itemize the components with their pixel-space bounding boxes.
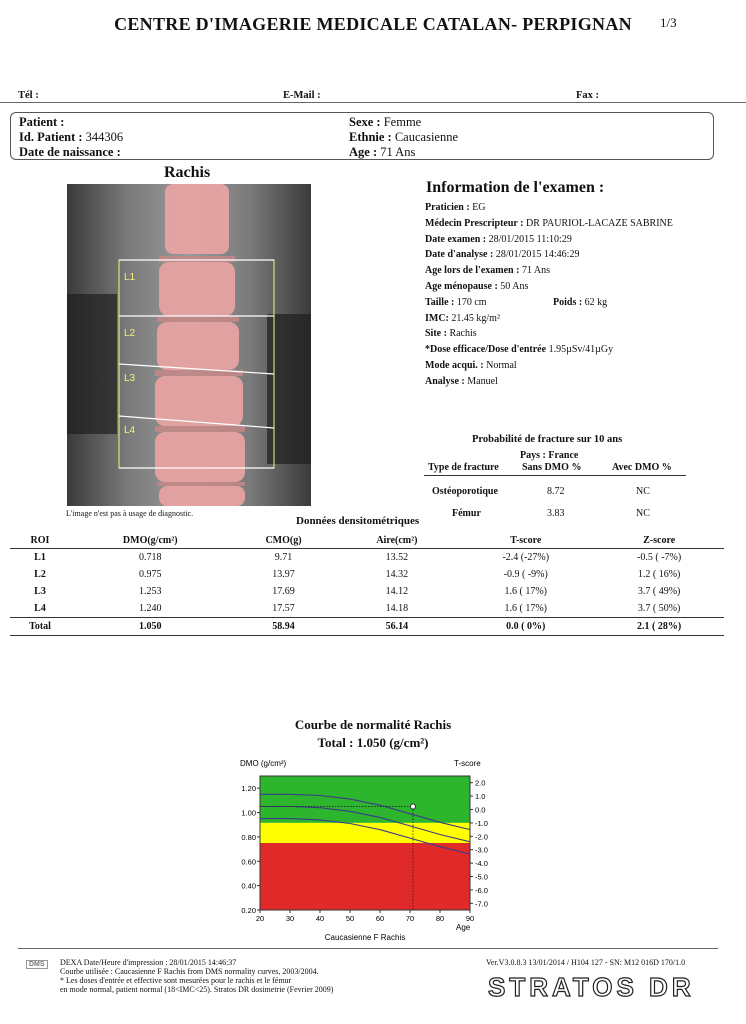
ethnie-label: Ethnie : xyxy=(349,130,392,144)
age-label: Age : xyxy=(349,145,378,159)
table-row: L2 0.975 13.97 14.32 -0.9 ( -9%) 1.2 ( 16%) xyxy=(34,569,681,580)
fracture-sans: 3.83 xyxy=(547,508,565,519)
col-aire: Aire(cm²) xyxy=(337,533,458,549)
patient-id-label: Id. Patient : xyxy=(19,130,83,144)
fracture-avec: NC xyxy=(636,508,650,519)
y2-tick-label: -6.0 xyxy=(475,885,488,895)
x-axis-label: Age xyxy=(456,923,471,932)
exam-row: Mode acqui. : Normal xyxy=(425,359,517,371)
exam-row: Taille : 170 cm Poids : 62 kg xyxy=(425,296,608,308)
col-zscore: Z-score xyxy=(594,533,724,549)
scan-note: L'image n'est pas à usage de diagnostic. xyxy=(66,509,194,518)
zone-osteopenie xyxy=(260,823,470,843)
sex-label: Sexe : xyxy=(349,115,381,129)
y2-tick-label: -3.0 xyxy=(475,845,488,855)
scan-title: Rachis xyxy=(164,164,211,181)
email-label: E-Mail : xyxy=(283,90,321,101)
y-tick-label: 0.80 xyxy=(241,832,256,842)
exam-row: Date d'analyse : 28/01/2015 14:46:29 xyxy=(425,249,580,261)
zone-normal xyxy=(260,776,470,823)
exam-row: Médecin Prescripteur : DR PAURIOL-LACAZE SABRINE xyxy=(425,217,673,229)
x-tick-label: 70 xyxy=(405,914,415,923)
report-title: CENTRE D'IMAGERIE MEDICALE CATALAN- PERPIGNAN xyxy=(114,14,632,34)
y2-tick-label: -1.0 xyxy=(475,818,488,828)
y-tick-label: 1.00 xyxy=(241,808,256,818)
spine-scan-image xyxy=(67,184,311,506)
exam-info xyxy=(425,200,725,390)
table-row: L3 1.253 17.69 14.12 1.6 ( 17%) 3.7 ( 49%) xyxy=(34,586,681,597)
exam-row: Site : Rachis xyxy=(425,328,477,340)
page-number: 1/3 xyxy=(660,15,677,30)
poids-value: 62 kg xyxy=(584,296,608,308)
densito-table xyxy=(10,533,724,636)
footer-version: Ver.V3.0.8.3 13/01/2014 / H104 127 - SN: M12 016D 170/1.0 xyxy=(486,958,686,967)
table-row: L1 0.718 9.71 13.52 -2.4 (-27%) -0.5 ( -7%) xyxy=(34,552,682,563)
tel-label: Tél : xyxy=(18,90,39,101)
exam-row: Date examen : 28/01/2015 11:10:29 xyxy=(425,233,572,245)
col-dmo: DMO(g/cm²) xyxy=(70,533,230,549)
x-tick-label: 40 xyxy=(315,914,325,923)
y2-tick-label: -7.0 xyxy=(475,899,488,909)
divider xyxy=(0,102,746,103)
fracture-title: Probabilité de fracture sur 10 ans xyxy=(472,434,623,445)
x-tick-label: 80 xyxy=(435,914,445,923)
fracture-sans: 8.72 xyxy=(547,486,565,497)
chart-title: Courbe de normalité Rachis xyxy=(294,717,452,732)
densito-title: Données densitométriques xyxy=(296,515,420,527)
normality-chart xyxy=(232,752,502,948)
fracture-col-type: Type de fracture xyxy=(428,462,499,473)
y2-tick-label: 0.0 xyxy=(475,805,486,815)
sex-value: Femme xyxy=(383,115,422,129)
vertebra-label-l2: L2 xyxy=(124,328,136,339)
fracture-country: Pays : France xyxy=(520,450,579,461)
fracture-col-avec: Avec DMO % xyxy=(612,462,672,473)
dob-label: Date de naissance : xyxy=(19,145,121,159)
col-tscore: T-score xyxy=(457,533,594,549)
fracture-avec: NC xyxy=(636,486,650,497)
exam-row: Analyse : Manuel xyxy=(425,375,498,387)
footer-divider xyxy=(18,948,718,949)
chart-subtitle: Total : 1.050 (g/cm²) xyxy=(317,735,429,750)
x-tick-label: 90 xyxy=(465,914,475,923)
col-roi: ROI xyxy=(10,533,70,549)
x-tick-label: 60 xyxy=(375,914,385,923)
stratos-logo: STRATOS DR xyxy=(488,972,695,1002)
densito-header-row xyxy=(10,533,724,549)
vertebra-label-l1: L1 xyxy=(124,272,136,283)
dms-logo: DMS xyxy=(26,960,48,969)
y-axis-label: DMO (g/cm²) xyxy=(240,759,287,768)
age-value: 71 Ans xyxy=(380,145,416,159)
poids-label: Poids : xyxy=(553,296,583,308)
y2-tick-label: -4.0 xyxy=(475,859,488,869)
y2-axis-label: T-score xyxy=(454,759,481,768)
col-cmo: CMO(g) xyxy=(230,533,336,549)
fracture-type: Ostéoporotique xyxy=(432,486,498,497)
y-tick-label: 1.20 xyxy=(241,784,256,794)
chart-caption: Caucasienne F Rachis xyxy=(324,933,406,942)
y2-tick-label: -5.0 xyxy=(475,872,488,882)
y-tick-label: 0.20 xyxy=(241,906,256,915)
vertebra-label-l3: L3 xyxy=(124,373,136,384)
table-row: L4 1.240 17.57 14.18 1.6 ( 17%) 3.7 ( 50%) xyxy=(34,603,681,614)
patient-box xyxy=(10,112,714,160)
zone-osteoporose xyxy=(260,843,470,910)
exam-row: IMC: 21.45 kg/m² xyxy=(425,312,500,324)
patient-point xyxy=(411,804,416,809)
exam-title: Information de l'examen : xyxy=(426,179,605,196)
y2-tick-label: 1.0 xyxy=(475,792,486,802)
patient-label: Patient : xyxy=(19,115,65,129)
fax-label: Fax : xyxy=(576,90,600,101)
patient-info-right xyxy=(349,115,458,160)
exam-row: Age ménopause : 50 Ans xyxy=(425,280,529,292)
table-total-row: Total 1.050 58.94 56.14 0.0 ( 0%) 2.1 ( 28%) xyxy=(10,618,724,636)
fracture-type: Fémur xyxy=(452,508,481,519)
footer-notes: DEXA Date/Heure d'impression : 28/01/2015 14:46:37 Courbe utilisée : Caucasienne F Rachis from DMS normality curves, 2003/2004. * Les doses d'entrée et effective sont mesurées pour le rachis et le fémur en mode normal, patient normal (18<IMC<25). Stratos DR dosimetrie (Fevrier 2009) xyxy=(60,958,334,994)
x-tick-label: 50 xyxy=(345,914,355,923)
x-tick-label: 30 xyxy=(285,914,295,923)
vertebra-label-l4: L4 xyxy=(124,425,136,436)
exam-row: *Dose efficace/Dose d'entrée 1.95µSv/41µGy xyxy=(425,344,614,356)
patient-id-value: 344306 xyxy=(85,130,124,144)
exam-row: Age lors de l'examen : 71 Ans xyxy=(425,265,550,277)
fracture-col-sans: Sans DMO % xyxy=(522,462,582,473)
x-tick-label: 20 xyxy=(255,914,265,923)
fracture-divider xyxy=(424,475,686,476)
patient-info-left xyxy=(19,115,123,160)
y-tick-label: 0.40 xyxy=(241,881,256,891)
y2-tick-label: -2.0 xyxy=(475,832,488,842)
ethnie-value: Caucasienne xyxy=(394,130,459,144)
exam-row: Praticien : EG xyxy=(425,202,486,213)
y2-tick-label: 2.0 xyxy=(475,778,486,788)
y-tick-label: 0.60 xyxy=(241,857,256,867)
